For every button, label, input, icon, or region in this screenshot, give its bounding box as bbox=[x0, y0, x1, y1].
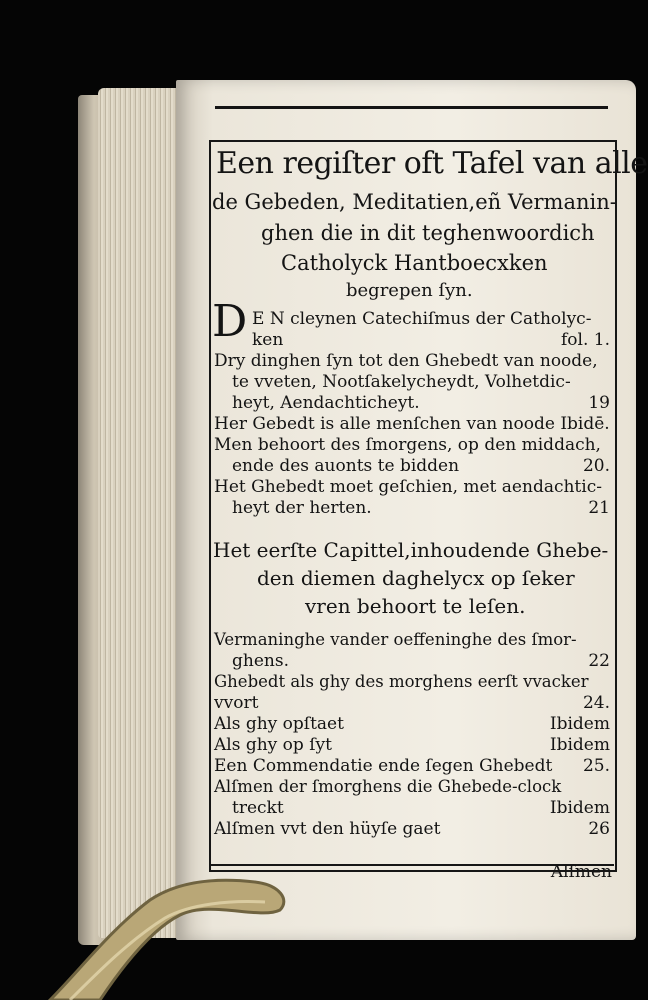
title-line-5: begrepen ſyn. bbox=[346, 280, 473, 301]
entry-a-2: te vveten, Nootſakelycheydt, Volhetdic- bbox=[232, 372, 571, 392]
intro-line-1: E N cleynen Catechiſmus der Catholyc- bbox=[252, 309, 592, 329]
entry-b-9: treckt bbox=[232, 798, 284, 818]
entry-a-4: Her Gebedt is alle menſchen van noode Ibidē. bbox=[214, 414, 610, 434]
intro-line-2: ken bbox=[252, 330, 284, 350]
entry-b-1: Vermaninghe vander oeffeninghe des ſmor- bbox=[214, 630, 577, 649]
entry-b-3: Ghebedt als ghy des morghens eerſt vvacker bbox=[214, 672, 589, 691]
entry-a-3-ref: 19 bbox=[588, 393, 610, 413]
entry-b-8: Alſmen der ſmorghens die Ghebede-clock bbox=[214, 777, 562, 796]
chapter-heading-line-1: Het eerſte Capittel,inhoudende Ghebe- bbox=[213, 538, 609, 562]
entry-b-4-ref: 24. bbox=[582, 693, 610, 713]
top-rule bbox=[215, 106, 608, 109]
entry-b-10-ref: 26 bbox=[588, 819, 610, 839]
entry-a-8-ref: 21 bbox=[588, 498, 610, 518]
intro-ref: fol. 1. bbox=[561, 330, 610, 350]
catchword: Alſmen bbox=[550, 862, 612, 882]
entry-a-6: ende des auonts te bidden bbox=[232, 456, 460, 476]
title-line-3: ghen die in dit teghenwoordich bbox=[261, 221, 595, 245]
entry-b-5: Als ghy opſtaet bbox=[214, 714, 344, 734]
title-line-1: Een regiſter oft Tafel van alle bbox=[216, 146, 648, 181]
entry-b-4: vvort bbox=[214, 693, 259, 713]
entry-b-5-ref: Ibidem bbox=[549, 714, 610, 734]
page-edges bbox=[98, 88, 188, 938]
entry-b-6-ref: Ibidem bbox=[549, 735, 610, 755]
entry-a-6-ref: 20. bbox=[582, 456, 610, 476]
title-line-2: de Gebeden, Meditatien,eñ Vermanin- bbox=[212, 190, 617, 214]
entry-a-1: Dry dinghen ſyn tot den Ghebedt van noode, bbox=[214, 351, 598, 371]
title-line-4: Catholyck Hantboecxken bbox=[281, 251, 548, 275]
chapter-heading-line-2: den diemen daghelycx op ſeker bbox=[257, 566, 575, 590]
book-clasp-icon bbox=[40, 860, 340, 1000]
entry-b-6: Als ghy op ſyt bbox=[214, 735, 332, 755]
chapter-heading-line-3: vren behoort te leſen. bbox=[305, 594, 526, 618]
entry-a-8: heyt der herten. bbox=[232, 498, 372, 518]
entry-a-7: Het Ghebedt moet geſchien, met aendachtic- bbox=[214, 477, 602, 497]
drop-cap: D bbox=[212, 296, 248, 347]
entry-a-3: heyt, Aendachticheyt. bbox=[232, 393, 420, 413]
entry-b-7-ref: 25. bbox=[582, 756, 610, 776]
entry-b-9-ref: Ibidem bbox=[549, 798, 610, 818]
entry-b-10: Alſmen vvt den hüyſe gaet bbox=[214, 819, 441, 839]
entry-b-2-ref: 22 bbox=[588, 651, 610, 671]
entry-a-5: Men behoort des ſmorgens, op den middach, bbox=[214, 435, 601, 455]
entry-b-7: Een Commendatie ende ſegen Ghebedt bbox=[214, 756, 553, 776]
entry-b-2: ghens. bbox=[232, 651, 289, 671]
